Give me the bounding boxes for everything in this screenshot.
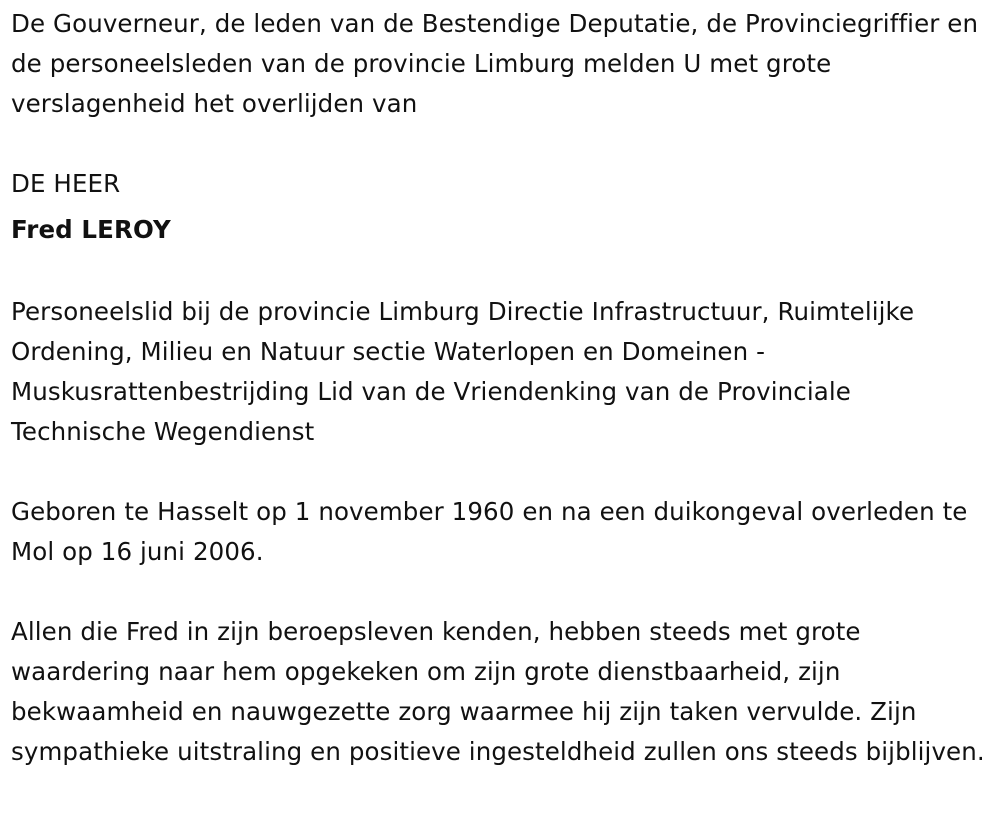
obituary-document — [11, 4, 991, 772]
salutation: DE HEER — [11, 169, 121, 198]
function-paragraph: Personeelslid bij de provincie Limburg Directie Infrastructuur, Ruimtelijke Ordening, Milieu en Natuur sectie Waterlopen en Domeinen - Muskusrattenbestrijding Lid van de Vriendenking van de Provinciale Technische Wegendienst — [11, 297, 915, 446]
birth-death-paragraph: Geboren te Hasselt op 1 november 1960 en na een duikongeval overleden te Mol op 16 juni 2006. — [11, 497, 968, 566]
tribute-paragraph: Allen die Fred in zijn beroepsleven kenden, hebben steeds met grote waardering naar hem opgekeken om zijn grote dienstbaarheid, zijn bekwaamheid en nauwgezette zorg waarmee hij zijn taken vervulde. Zijn sympathieke uitstraling en positieve ingesteldheid zullen ons steeds bijblijven. — [11, 617, 985, 766]
intro-paragraph: De Gouverneur, de leden van de Bestendige Deputatie, de Provinciegriffier en de personeelsleden van de provincie Limburg melden U met grote verslagenheid het overlijden van — [11, 9, 979, 118]
deceased-name: Fred LEROY — [11, 215, 171, 244]
